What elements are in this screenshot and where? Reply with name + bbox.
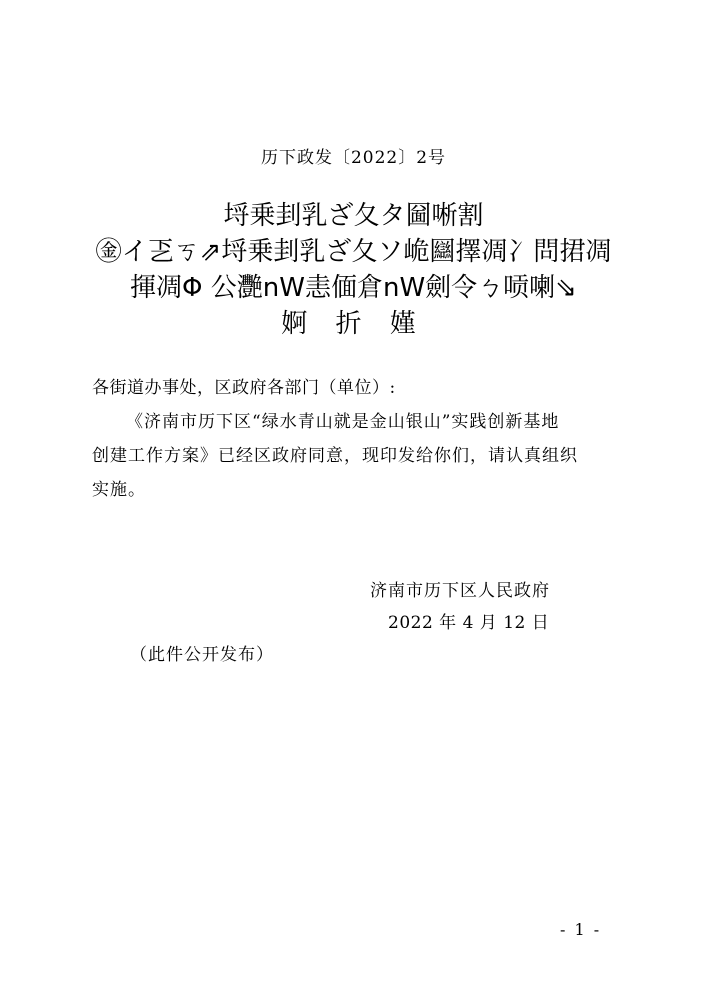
title-line: 婀 折 嫤 [281, 309, 426, 339]
body-text [92, 405, 620, 507]
publish-note: （此件公开发布） [130, 645, 274, 665]
document-number: 历下政发〔2022〕2号 [260, 148, 447, 168]
body-line: 创建工作方案》已经区政府同意，现印发给你们，请认真组织 [92, 446, 578, 466]
body-line: 《济南市历下区“绿水青山就是金山银山”实践创新基地 [126, 412, 560, 432]
issue-date: 2022 年 4 月 12 日 [388, 613, 550, 633]
title-line: ㊎イ乤ㄎ⇗埒乗刲乳ざ夂ソ峗圝擇凋冫問捃凋 [95, 237, 612, 267]
title-line: 埒乗刲乳ざ夂タ圙唽割 [223, 201, 484, 231]
page-number: - 1 - [560, 920, 602, 939]
document-title [40, 198, 667, 342]
addressee: 各街道办事处，区政府各部门（单位）: [92, 378, 396, 398]
body-line: 实施。 [92, 480, 146, 500]
issuer-name: 济南市历下区人民政府 [370, 581, 550, 601]
title-line: 揮凋Φ 公灧nW恚偭倉nW劍令ㄅ唝喇⇘ [130, 273, 577, 303]
